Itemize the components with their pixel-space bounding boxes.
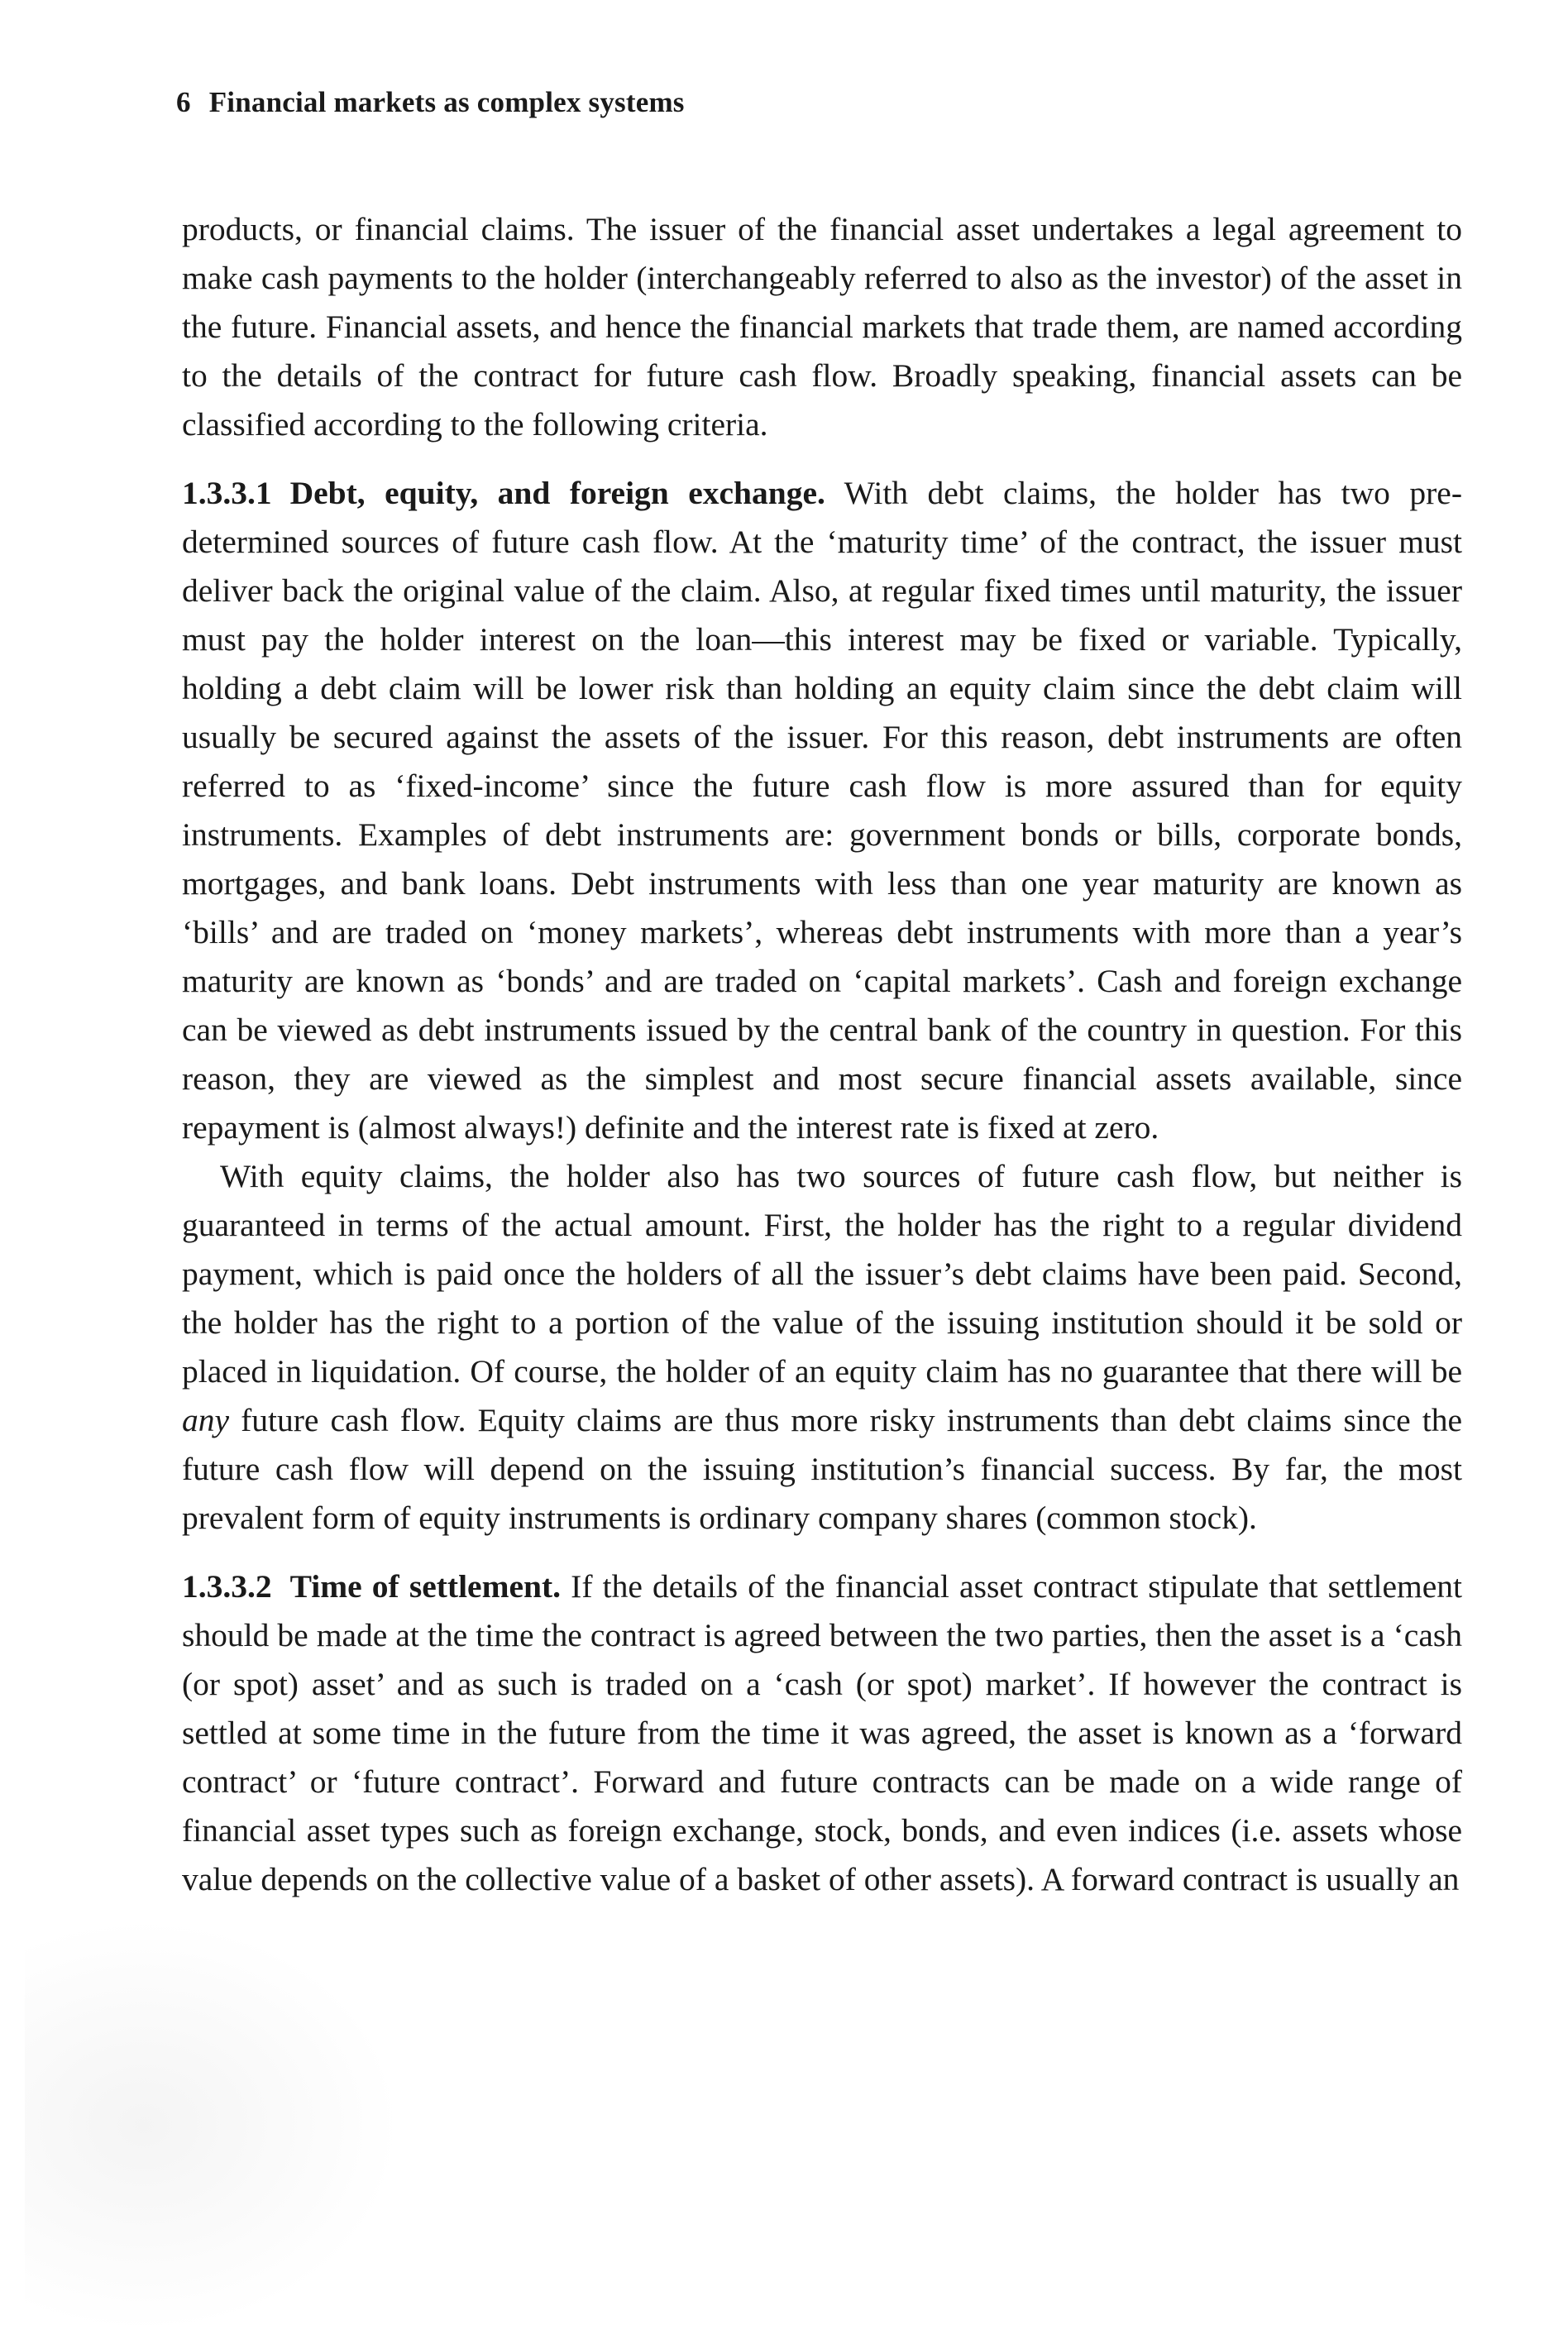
section-number: 1.3.3.1 <box>182 475 272 511</box>
body-text <box>182 205 1462 1904</box>
chapter-title: Financial markets as complex systems <box>208 86 685 118</box>
section-number: 1.3.3.2 <box>182 1568 272 1605</box>
page-number: 6 <box>176 86 191 118</box>
section-body: With debt claims, the holder has two pre-determined sources of future cash flow. At the ‘maturity time’ of the contract, the issuer must deliver back the original value of the claim. Also, at regular fixed times until maturity, the issuer must pay the holder interest on the loan—this interest may be fixed or variable. Typically, holding a debt claim will be lower risk than holding an equity claim since the debt claim will usually be secured against the assets of the issuer. For this reason, debt instruments are often referred to as ‘fixed-income’ since the future cash flow is more assured than for equity instruments. Examples of debt instruments are: government bonds or bills, corporate bonds, mortgages, and bank loans. Debt instruments with less than one year maturity are known as ‘bills’ and are traded on ‘money markets’, whereas debt instruments with more than a year’s maturity are known as ‘bonds’ and are traded on ‘capital markets’. Cash and foreign exchange can be viewed as debt instruments issued by the central bank of the country in question. For this reason, they are viewed as the simplest and most secure financial assets available, since repayment is (almost always!) definite and the interest rate is fixed at zero. <box>182 475 1462 1146</box>
section-1-3-3-2 <box>182 1562 1462 1904</box>
section-heading: Time of settlement. <box>289 1568 562 1605</box>
section-1-3-3-1 <box>182 469 1462 1152</box>
scan-artifact <box>25 1902 422 2349</box>
paragraph-text: future cash flow. Equity claims are thus more risky instruments than debt claims since the future cash flow will depend on the issuing institution’s financial success. By far, the most prevalent form of equity instruments is ordinary company shares (common stock). <box>182 1402 1463 1536</box>
paragraph-intro: products, or financial claims. The issuer of the financial asset undertakes a legal agreement to make cash payments to the holder (interchangeably referred to also as the investor) of the asset in the future. Financial assets, and hence the financial markets that trade them, are named according to the details of the contract for future cash flow. Broadly speaking, financial assets can be classified according to the following criteria. <box>182 211 1462 443</box>
paragraph-text: With equity claims, the holder also has two sources of future cash flow, but neither is guaranteed in terms of the actual amount. First, the holder has the right to a regular dividend payment, which is paid once the holders of all the issuer’s debt claims have been paid. Second, the holder has the right to a portion of the value of the issuing institution should it be sold or placed in liquidation. Of course, the holder of an equity claim has no guarantee that there will be <box>182 1158 1462 1390</box>
paragraph-equity <box>182 1152 1462 1543</box>
running-head <box>176 86 685 119</box>
section-body: If the details of the financial asset contract stipulate that settlement should be made at the time the contract is agreed between the two parties, then the asset is a ‘cash (or spot) asset’ and as such is traded on a ‘cash (or spot) market’. If however the contract is settled at some time in the future from the time it was agreed, the asset is known as a ‘forward contract’ or ‘future contract’. Forward and future contracts can be made on a wide range of financial asset types such as foreign exchange, stock, bonds, and even indices (i.e. assets whose value depends on the collective value of a basket of other assets). A forward contract is usually an <box>182 1568 1463 1897</box>
section-heading: Debt, equity, and foreign exchange. <box>289 475 825 511</box>
emphasis: any <box>182 1402 230 1438</box>
